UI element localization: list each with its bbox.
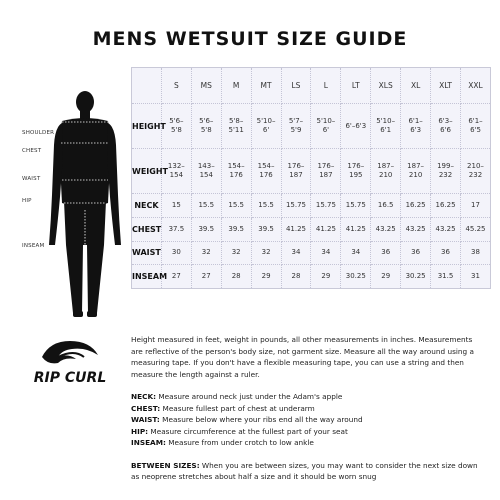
table-cell: 6'3– 6'6	[431, 104, 461, 149]
table-cell: 5'8– 5'11	[221, 104, 251, 149]
row-label: WEIGHT	[132, 149, 162, 194]
table-cell: 16.5	[371, 194, 401, 218]
table-cell: 5'7– 5'9	[281, 104, 311, 149]
table-cell: 6'–6'3	[341, 104, 371, 149]
table-cell: 6'1– 6'5	[460, 104, 490, 149]
table-cell: 39.5	[191, 217, 221, 241]
table-cell: 15.75	[311, 194, 341, 218]
table-cell: 176– 195	[341, 149, 371, 194]
intro-text: Height measured in feet, weight in pounds, all other measurements in inches. Measurements are reflective of the person's body size, not garment size. Measure all the way around using a measuring tape. If you don't have a flexible measuring tape, you can use a string and then measure the length against a ruler.	[131, 335, 474, 379]
size-header: S	[161, 68, 191, 104]
table-cell: 176– 187	[281, 149, 311, 194]
table-row-waist	[132, 241, 491, 265]
table-cell: 187– 210	[401, 149, 431, 194]
table-cell: 5'6– 5'8	[191, 104, 221, 149]
row-label: WAIST	[132, 241, 162, 265]
row-label: INSEAM	[132, 265, 162, 289]
table-cell: 39.5	[251, 217, 281, 241]
table-cell: 15.75	[341, 194, 371, 218]
table-cell: 28	[221, 265, 251, 289]
table-cell: 143– 154	[191, 149, 221, 194]
table-cell: 36	[371, 241, 401, 265]
label-hip: HIP	[22, 198, 32, 204]
wave-logo-icon	[18, 335, 123, 390]
table-cell: 37.5	[161, 217, 191, 241]
table-cell: 30	[161, 241, 191, 265]
table-cell: 15.75	[281, 194, 311, 218]
table-cell: 5'10– 6'1	[371, 104, 401, 149]
table-cell: 30.25	[401, 265, 431, 289]
table-row-chest	[132, 217, 491, 241]
row-label: NECK	[132, 194, 162, 218]
label-waist: WAIST	[22, 176, 41, 182]
table-cell: 32	[221, 241, 251, 265]
size-header: LT	[341, 68, 371, 104]
table-cell: 41.25	[281, 217, 311, 241]
table-cell: 29	[311, 265, 341, 289]
table-cell: 187– 210	[371, 149, 401, 194]
table-cell: 15.5	[251, 194, 281, 218]
table-cell: 41.25	[311, 217, 341, 241]
table-cell: 28	[281, 265, 311, 289]
size-table	[131, 67, 491, 289]
size-table-body	[132, 104, 491, 289]
instruction-inseam: INSEAM: Measure from under crotch to low ankle	[131, 438, 314, 447]
table-cell: 6'1– 6'3	[401, 104, 431, 149]
table-cell: 34	[311, 241, 341, 265]
table-cell: 210– 232	[460, 149, 490, 194]
size-header-row	[132, 68, 491, 104]
table-cell: 15	[161, 194, 191, 218]
size-header: XXL	[460, 68, 490, 104]
table-cell: 154– 176	[251, 149, 281, 194]
table-cell: 154– 176	[221, 149, 251, 194]
table-cell: 45.25	[460, 217, 490, 241]
silhouette-image	[0, 85, 135, 325]
table-cell: 17	[460, 194, 490, 218]
row-label: HEIGHT	[132, 104, 162, 149]
corner-cell	[132, 68, 162, 104]
table-cell: 15.5	[191, 194, 221, 218]
logo-wordmark: RIP CURL	[33, 370, 107, 386]
table-cell: 29	[251, 265, 281, 289]
measurement-instructions	[131, 334, 486, 483]
size-header: M	[221, 68, 251, 104]
size-header: XLS	[371, 68, 401, 104]
table-cell: 36	[431, 241, 461, 265]
label-shoulder: SHOULDER	[22, 130, 55, 136]
instruction-neck: NECK: Measure around neck just under the Adam's apple	[131, 392, 343, 401]
table-cell: 16.25	[431, 194, 461, 218]
table-cell: 31.5	[431, 265, 461, 289]
page-title: MENS WETSUIT SIZE GUIDE	[92, 28, 408, 50]
table-cell: 30.25	[341, 265, 371, 289]
table-cell: 38	[460, 241, 490, 265]
row-label: CHEST	[132, 217, 162, 241]
table-cell: 43.25	[431, 217, 461, 241]
table-cell: 31	[471, 272, 480, 281]
table-cell: 176– 187	[311, 149, 341, 194]
size-header: MT	[251, 68, 281, 104]
table-cell: 34	[281, 241, 311, 265]
table-cell: 39.5	[221, 217, 251, 241]
table-cell: 15.5	[221, 194, 251, 218]
size-header: LS	[281, 68, 311, 104]
table-cell: 132– 154	[161, 149, 191, 194]
table-cell: 5'10– 6'	[251, 104, 281, 149]
table-cell: 32	[251, 241, 281, 265]
rip-curl-logo	[18, 335, 123, 390]
label-chest: CHEST	[22, 148, 42, 154]
table-cell: 16.25	[401, 194, 431, 218]
table-cell: 43.25	[401, 217, 431, 241]
table-cell: 29	[371, 265, 401, 289]
size-header: MS	[191, 68, 221, 104]
table-cell: 36	[401, 241, 431, 265]
table-cell: 41.25	[341, 217, 371, 241]
instruction-hip: HIP: Measure circumference at the fullest part of your seat	[131, 426, 348, 436]
table-row-neck	[132, 194, 491, 218]
size-header: XL	[401, 68, 431, 104]
label-inseam: INSEAM	[22, 243, 45, 249]
table-cell: 32	[191, 241, 221, 265]
table-row-inseam	[132, 265, 491, 289]
table-cell: 199– 232	[431, 149, 461, 194]
body-figure	[0, 85, 135, 325]
table-cell: 27	[191, 265, 221, 289]
table-cell: 34	[341, 241, 371, 265]
between-sizes-note: BETWEEN SIZES: When you are between sizes, you may want to consider the next size down as neoprene stretches about half a size and it should be worn snug	[131, 460, 478, 481]
table-cell: 5'6– 5'8	[161, 104, 191, 149]
table-row-height	[132, 104, 491, 149]
size-header: L	[311, 68, 341, 104]
instruction-chest: CHEST: Measure fullest part of chest at underarm	[131, 403, 315, 413]
table-cell: 43.25	[371, 217, 401, 241]
size-header: XLT	[431, 68, 461, 104]
instruction-waist: WAIST: Measure below where your ribs end all the way around	[131, 415, 363, 424]
table-row-weight	[132, 149, 491, 194]
table-cell: 27	[161, 265, 191, 289]
table-cell: 5'10– 6'	[311, 104, 341, 149]
